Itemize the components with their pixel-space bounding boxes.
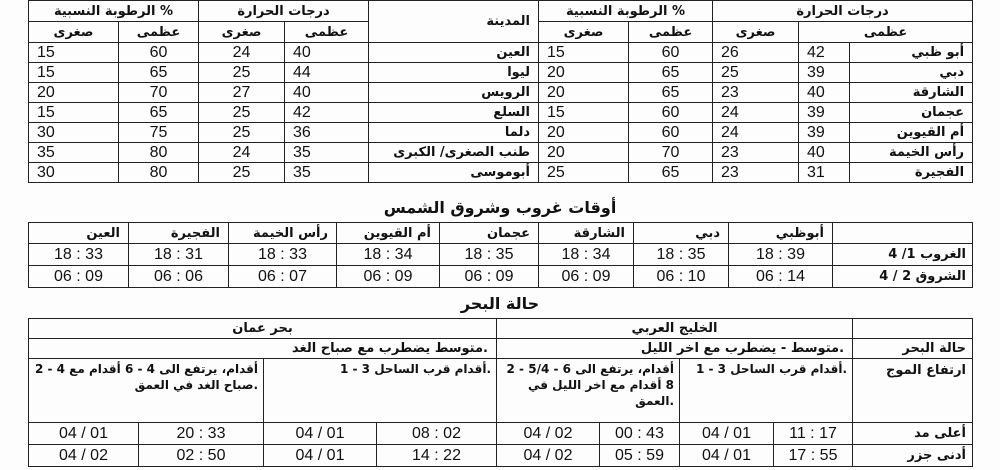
min-label: صغرى (713, 22, 799, 43)
humidity-max-value: 65 (629, 83, 713, 103)
gulf-sea-state: متوسط - يضطرب مع اخر الليل. (497, 339, 853, 359)
humidity-max-value: 70 (629, 143, 713, 163)
humidity-min-value: 20 (539, 143, 629, 163)
humidity-max-value: 70 (119, 83, 199, 103)
temp-max-value: 40 (807, 144, 825, 161)
humidity-max-value: 65 (629, 163, 713, 183)
humidity-min-value: 30 (29, 123, 119, 143)
max-label: عظمى (119, 22, 199, 43)
city-cell (799, 83, 973, 103)
temp-header-right: درجات الحرارة (713, 1, 973, 22)
high-tide-value: 08 : 02 (377, 423, 497, 445)
city-name: طنب الصغرى/ الكبرى (369, 143, 539, 163)
sun-city-name: العين (29, 223, 129, 244)
sunset-time: 18 : 35 (440, 244, 539, 266)
city-name: الشارقة (912, 85, 965, 100)
sunrise-time: 06 : 07 (229, 266, 337, 288)
temp-max-value: 39 (807, 104, 825, 121)
min-label: صغرى (199, 22, 285, 43)
temp-min-value: 24 (713, 103, 799, 123)
city-cell (799, 163, 973, 183)
sun-times-table (28, 222, 973, 288)
humidity-header-right: الرطوبة النسبية % (539, 1, 713, 22)
high-tide-value: 04 / 01 (264, 423, 377, 445)
wave-height-label: ارتفاع الموج (853, 359, 973, 423)
high-tide-label: أعلى مد (853, 423, 973, 445)
temp-max-value: 31 (807, 164, 825, 181)
humidity-max-value: 60 (629, 123, 713, 143)
temp-min-value: 25 (199, 63, 285, 83)
sea-state-table (28, 318, 973, 467)
low-tide-value: 05 : 59 (600, 445, 680, 467)
temp-min-value: 25 (713, 63, 799, 83)
cell-divider (849, 163, 850, 182)
city-cell (799, 103, 973, 123)
temp-min-value: 24 (713, 123, 799, 143)
sunset-time: 18 : 31 (129, 244, 229, 266)
city-name: العين (369, 43, 539, 63)
humidity-max-value: 60 (629, 43, 713, 63)
low-tide-value: 04 / 02 (29, 445, 139, 467)
city-cell (799, 143, 973, 163)
sun-times-title: أوقات غروب وشروق الشمس (383, 198, 617, 217)
humidity-min-value: 25 (539, 163, 629, 183)
sunset-time: 18 : 34 (337, 244, 440, 266)
cell-divider (849, 143, 850, 162)
sea-state-title: حالة البحر (460, 294, 540, 313)
low-tide-value: 14 : 22 (377, 445, 497, 467)
sunrise-time: 06 : 09 (539, 266, 634, 288)
min-label: صغرى (539, 22, 629, 43)
city-name: دلما (369, 123, 539, 143)
city-name: الرويس (369, 83, 539, 103)
city-cell (799, 43, 973, 63)
temp-max-value: 39 (807, 124, 825, 141)
temp-min-value: 25 (199, 103, 285, 123)
humidity-min-value: 15 (29, 63, 119, 83)
max-label: عظمى (629, 22, 713, 43)
humidity-min-value: 35 (29, 143, 119, 163)
sunset-label: الغروب 1/ 4 (833, 244, 973, 266)
sunset-time: 18 : 33 (229, 244, 337, 266)
city-name: الفجيرة (914, 165, 965, 180)
humidity-min-value: 20 (539, 63, 629, 83)
cell-divider (849, 103, 850, 122)
city-name: عجمان (921, 105, 965, 120)
oman-wave-deep: 2 - 4 أقدام، يرتفع الى 4 - 6 أقدام مع صباح الغد في العمق. (29, 359, 264, 423)
humidity-min-value: 15 (539, 43, 629, 63)
sunrise-time: 06 : 14 (729, 266, 833, 288)
cell-divider (849, 123, 850, 142)
city-cell (799, 123, 973, 143)
temp-min-value: 23 (713, 83, 799, 103)
temp-min-value: 23 (713, 163, 799, 183)
oman-wave-coast: 1 - 3 أقدام قرب الساحل. (264, 359, 497, 423)
temperature-humidity-table (28, 0, 973, 183)
city-cell (799, 63, 973, 83)
temp-max-value: 42 (807, 44, 825, 61)
sun-city-name: رأس الخيمة (229, 223, 337, 244)
sunrise-time: 06 : 06 (129, 266, 229, 288)
sun-city-name: أم القيوين (337, 223, 440, 244)
low-tide-value: 02 : 50 (139, 445, 264, 467)
humidity-min-value: 20 (29, 83, 119, 103)
gulf-wave-coast: 1 - 3 أقدام قرب الساحل. (680, 359, 853, 423)
temp-min-value: 26 (713, 43, 799, 63)
temp-max-value: 35 (285, 163, 369, 183)
sunset-time: 18 : 34 (539, 244, 634, 266)
sunrise-time: 06 : 09 (337, 266, 440, 288)
humidity-min-value: 15 (29, 103, 119, 123)
temp-max-value: 40 (807, 84, 825, 101)
table-row (29, 143, 973, 163)
temp-max-value: 42 (285, 103, 369, 123)
temp-max-value: 44 (285, 63, 369, 83)
table-row (29, 43, 973, 63)
sun-city-name: أبوظبي (729, 223, 833, 244)
high-tide-value: 00 : 43 (600, 423, 680, 445)
humidity-min-value: 20 (539, 83, 629, 103)
gulf-wave-deep: 2 - 5/4 أقدام، يرتفع الى 6 - 8 أقدام مع اخر الليل في العمق. (497, 359, 680, 423)
temp-max-value: 36 (285, 123, 369, 143)
temp-min-value: 23 (713, 143, 799, 163)
humidity-max-value: 80 (119, 143, 199, 163)
sunrise-time: 06 : 09 (29, 266, 129, 288)
temp-min-value: 25 (199, 163, 285, 183)
table-row (29, 123, 973, 143)
humidity-max-value: 65 (119, 103, 199, 123)
sunrise-time: 06 : 10 (634, 266, 729, 288)
sunrise-label: الشروق 2 / 4 (833, 266, 973, 288)
table-row (29, 103, 973, 123)
city-name: ليوا (369, 63, 539, 83)
low-tide-value: 04 / 01 (680, 445, 774, 467)
humidity-max-value: 60 (119, 43, 199, 63)
sea-corner-cell (853, 319, 973, 339)
min-label: صغرى (29, 22, 119, 43)
sun-corner-cell (833, 223, 973, 244)
sea-state-label: حالة البحر (853, 339, 973, 359)
city-name: دبي (939, 65, 965, 80)
low-tide-value: 04 / 01 (264, 445, 377, 467)
humidity-max-value: 65 (629, 63, 713, 83)
temp-min-value: 24 (199, 143, 285, 163)
city-name: رأس الخيمة (889, 145, 965, 160)
city-header-left: المدينة (369, 1, 539, 43)
humidity-max-value: 80 (119, 163, 199, 183)
high-tide-value: 04 / 01 (680, 423, 774, 445)
sun-city-name: عجمان (440, 223, 539, 244)
sunset-time: 18 : 39 (729, 244, 833, 266)
weather-sheet (28, 0, 972, 470)
humidity-header-left: الرطوبة النسبية % (29, 1, 199, 22)
oman-sea-state: متوسط يضطرب مع صباح الغد. (29, 339, 497, 359)
max-label: عظمى (285, 22, 369, 43)
temp-min-value: 25 (199, 123, 285, 143)
gulf-header: الخليج العربي (497, 319, 853, 339)
cell-divider (849, 43, 850, 62)
city-name: أبو ظبي (911, 45, 965, 60)
max-label: عظمى (799, 22, 973, 43)
temp-min-value: 27 (199, 83, 285, 103)
sun-city-name: الفجيرة (129, 223, 229, 244)
table-row (29, 63, 973, 83)
temp-max-value: 35 (285, 143, 369, 163)
humidity-max-value: 65 (119, 63, 199, 83)
city-name: أم القيوين (896, 125, 965, 140)
temp-max-value: 40 (285, 43, 369, 63)
sun-city-name: الشارقة (539, 223, 634, 244)
city-name: أبوموسى (369, 163, 539, 183)
low-tide-label: أدنى جزر (853, 445, 973, 467)
table-row (29, 163, 973, 183)
sun-city-name: دبي (634, 223, 729, 244)
cell-divider (849, 83, 850, 102)
sunrise-time: 06 : 09 (440, 266, 539, 288)
sunset-time: 18 : 35 (634, 244, 729, 266)
humidity-max-value: 60 (629, 103, 713, 123)
temp-header-left: درجات الحرارة (199, 1, 369, 22)
temp-max-value: 39 (807, 64, 825, 81)
high-tide-value: 04 / 01 (29, 423, 139, 445)
temp-min-value: 24 (199, 43, 285, 63)
high-tide-value: 04 / 02 (497, 423, 600, 445)
sunset-time: 18 : 33 (29, 244, 129, 266)
city-name: السلع (369, 103, 539, 123)
high-tide-value: 20 : 33 (139, 423, 264, 445)
oman-sea-header: بحر عمان (29, 319, 497, 339)
high-tide-value: 11 : 17 (774, 423, 853, 445)
table-row (29, 83, 973, 103)
temp-max-value: 40 (285, 83, 369, 103)
humidity-min-value: 30 (29, 163, 119, 183)
low-tide-value: 17 : 55 (774, 445, 853, 467)
humidity-max-value: 75 (119, 123, 199, 143)
humidity-min-value: 15 (539, 103, 629, 123)
cell-divider (849, 63, 850, 82)
low-tide-value: 04 / 02 (497, 445, 600, 467)
humidity-min-value: 15 (29, 43, 119, 63)
humidity-min-value: 20 (539, 123, 629, 143)
